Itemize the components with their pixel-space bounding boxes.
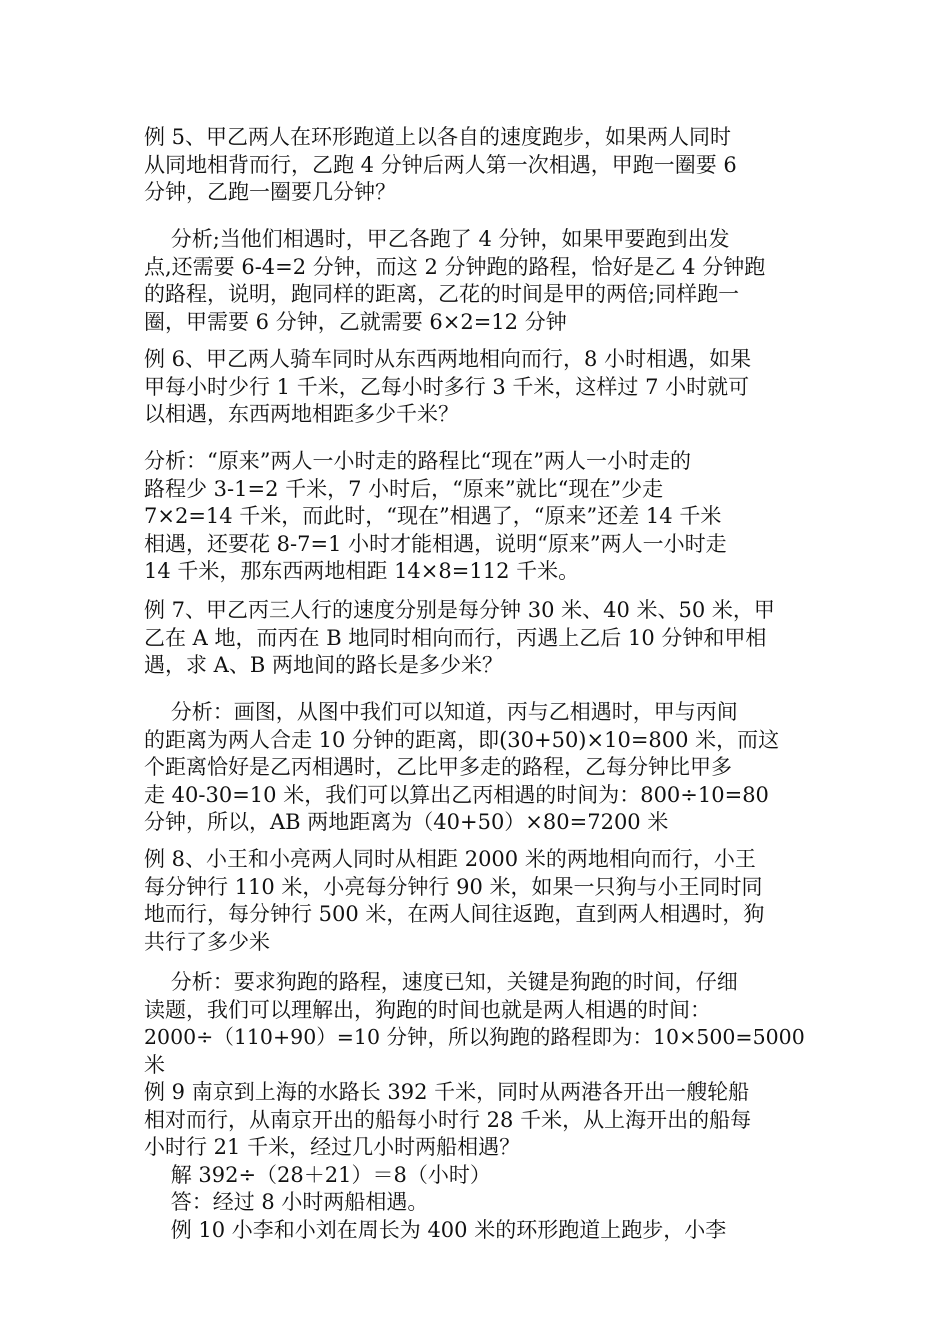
text-line: 分钟，乙跑一圈要几分钟？ [144,180,396,204]
example-7-analysis [144,699,814,837]
text-line: 14 千米，那东西两地相距 14×8=112 千米。 [144,559,580,583]
text-line: 答：经过 8 小时两船相遇。 [144,1190,429,1214]
text-line: 分析：要求狗跑的路程，速度已知，关键是狗跑的时间，仔细 [144,970,738,994]
text-line: 例 5、甲乙两人在环形跑道上以各自的速度跑步，如果两人同时 [144,125,732,149]
example-6-analysis [144,448,814,586]
text-line: 读题，我们可以理解出，狗跑的时间也就是两人相遇的时间： [144,997,711,1022]
text-line: 分析：“原来”两人一小时走的路程比“现在”两人一小时走的 [144,449,691,473]
text-line: 每分钟行 110 米，小亮每分钟行 90 米，如果一只狗与小王同时同 [144,874,763,899]
text-line: 的路程，说明，跑同样的距离，乙花的时间是甲的两倍;同样跑一 [144,282,740,306]
text-line: 7×2=14 千米，而此时，“现在”相遇了，“原来”还差 14 千米 [144,504,722,528]
text-line: 例 7、甲乙丙三人行的速度分别是每分钟 30 米、40 米、50 米，甲 [144,598,775,622]
text-line: 的距离为两人合走 10 分钟的距离，即(30+50)×10=800 米，而这 [144,727,780,752]
text-line: 例 8、小王和小亮两人同时从相距 2000 米的两地相向而行，小王 [144,847,756,871]
example-6-question [144,346,814,429]
text-line: 分析：画图，从图中我们可以知道，丙与乙相遇时，甲与丙间 [144,700,738,724]
text-line: 遇，求 A、B 两地间的路长是多少米？ [144,653,503,677]
text-line: 走 40-30=10 米，我们可以算出乙丙相遇的时间为：800÷10=80 [144,782,769,807]
example-5-analysis [144,226,814,336]
text-line: 以相遇，东西两地相距多少千米？ [144,402,459,426]
example-8-analysis-and-following [144,969,814,1244]
example-8-question [144,846,814,956]
text-line: 地而行，每分钟行 500 米，在两人间往返跑，直到两人相遇时，狗 [144,902,765,926]
text-line: 例 9 南京到上海的水路长 392 千米，同时从两港各开出一艘轮船 [144,1080,750,1104]
example-7-question [144,597,814,680]
text-line: 乙在 A 地，而丙在 B 地同时相向而行，丙遇上乙后 10 分钟和甲相 [144,625,767,650]
text-line: 从同地相背而行，乙跑 4 分钟后两人第一次相遇，甲跑一圈要 6 [144,152,737,177]
text-line: 解 392÷（28＋21）＝8（小时） [144,1162,491,1187]
text-line: 共行了多少米 [144,929,270,954]
text-line: 路程少 3-1=2 千米，7 小时后，“原来”就比“现在”少走 [144,476,664,501]
text-line: 相遇，还要花 8-7=1 小时才能相遇，说明“原来”两人一小时走 [144,531,727,556]
text-line: 分析;当他们相遇时，甲乙各跑了 4 分钟，如果甲要跑到出发 [144,227,730,251]
text-line: 甲每小时少行 1 千米，乙每小时多行 3 千米，这样过 7 小时就可 [144,374,750,399]
text-line: 例 10 小李和小刘在周长为 400 米的环形跑道上跑步，小李 [144,1217,727,1242]
text-line: 相对而行，从南京开出的船每小时行 28 千米，从上海开出的船每 [144,1107,752,1132]
example-5-question [144,124,814,207]
text-line: 个距离恰好是乙丙相遇时，乙比甲多走的路程，乙每分钟比甲多 [144,755,732,779]
text-line: 圈，甲需要 6 分钟，乙就需要 6×2=12 分钟 [144,309,567,334]
text-line: 2000÷（110+90）=10 分钟，所以狗跑的路程即为：10×500=5000 [144,1025,805,1049]
text-line: 点,还需要 6-4=2 分钟，而这 2 分钟跑的路程，恰好是乙 4 分钟跑 [144,254,766,279]
text-line: 小时行 21 千米，经过几小时两船相遇？ [144,1135,521,1159]
text-line: 分钟，所以，AB 两地距离为（40+50）×80=7200 米 [144,810,669,834]
text-line: 例 6、甲乙两人骑车同时从东西两地相向而行，8 小时相遇，如果 [144,347,752,371]
text-line: 米 [144,1052,165,1077]
